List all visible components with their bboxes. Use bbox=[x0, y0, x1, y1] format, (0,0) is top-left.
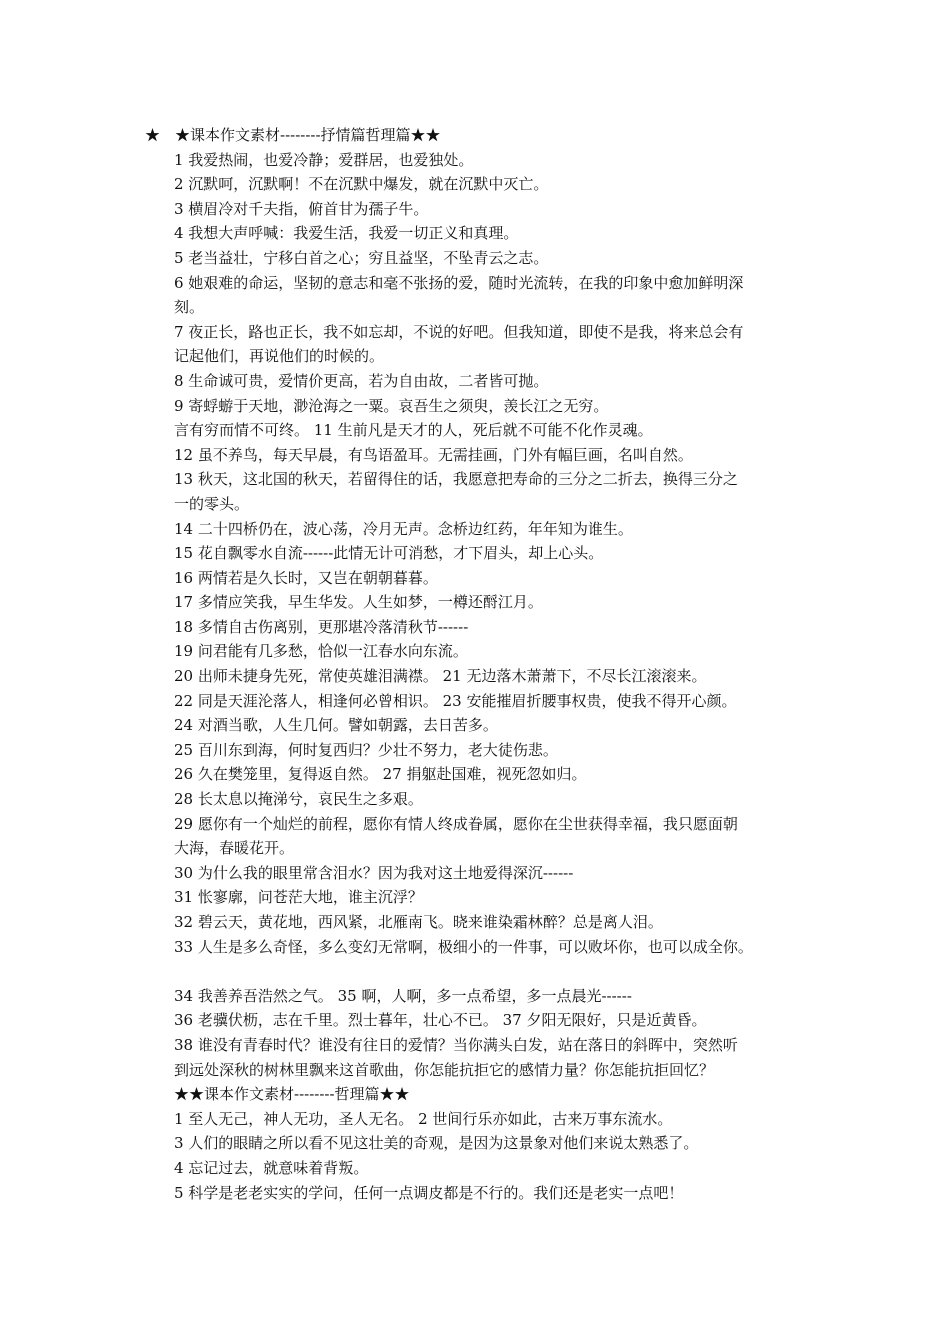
text-line: 3 人们的眼睛之所以看不见这壮美的奇观，是因为这景象对他们来说太熟悉了。 bbox=[174, 1134, 699, 1153]
text-line: 3 横眉冷对千夫指，俯首甘为孺子牛。 bbox=[174, 199, 429, 218]
text-line: 5 科学是老老实实的学问，任何一点调皮都是不行的。我们还是老实一点吧！ bbox=[174, 1183, 684, 1202]
text-line: 36 老骥伏枥，志在千里。烈士暮年，壮心不已。 37 夕阳无限好，只是近黄昏。 bbox=[174, 1011, 707, 1030]
text-line: 32 碧云天，黄花地，西风紧，北雁南飞。晓来谁染霜林醉？总是离人泪。 bbox=[174, 913, 663, 931]
text-line: 28 长太息以掩涕兮，哀民生之多艰。 bbox=[174, 790, 423, 809]
text-line: 16 两情若是久长时，又岂在朝朝暮暮。 bbox=[174, 568, 438, 587]
section-heading-philosophy: ★★课本作文素材--------哲理篇★★ bbox=[174, 1085, 410, 1104]
blank-line bbox=[145, 959, 825, 984]
lyric-lines-continued bbox=[145, 984, 825, 1082]
text-line: 22 同是天涯沦落人，相逢何必曾相识。 23 安能摧眉折腰事权贵，使我不得开心颜。 bbox=[174, 691, 737, 710]
text-line: 8 生命诚可贵，爱情价更高，若为自由故，二者皆可抛。 bbox=[174, 371, 549, 390]
text-line: 31 怅寥廓，问苍茫大地，谁主沉浮？ bbox=[174, 888, 423, 907]
text-line: 一的零头。 bbox=[174, 494, 250, 513]
text-line: 34 我善养吾浩然之气。 35 啊，人啊，多一点希望，多一点晨光------ bbox=[174, 986, 632, 1005]
section-heading-lyric: ★ ★课本作文素材--------抒情篇哲理篇★★ bbox=[145, 126, 441, 144]
text-line: 言有穷而情不可终。 11 生前凡是天才的人，死后就不可能不化作灵魂。 bbox=[174, 421, 653, 440]
text-line: 到远处深秋的树林里飘来这首歌曲，你怎能抗拒它的感情力量？你怎能抗拒回忆？ bbox=[174, 1060, 715, 1079]
text-line: 17 多情应笑我，早生华发。人生如梦，一樽还酹江月。 bbox=[174, 593, 543, 612]
text-line: 1 至人无己，神人无功，圣人无名。 2 世间行乐亦如此，古来万事东流水。 bbox=[174, 1109, 673, 1128]
text-line: 25 百川东到海，何时复西归？少壮不努力，老大徒伤悲。 bbox=[174, 740, 558, 759]
text-line: 4 我想大声呼喊：我爱生活，我爱一切正义和真理。 bbox=[174, 224, 519, 243]
text-line: 1 我爱热闹，也爱冷静；爱群居，也爱独处。 bbox=[174, 150, 474, 169]
text-line: 30 为什么我的眼里常含泪水？因为我对这土地爱得深沉------ bbox=[174, 863, 574, 882]
text-line: 20 出师未捷身先死，常使英雄泪满襟。 21 无边落木萧萧下，不尽长江滚滚来。 bbox=[174, 667, 707, 686]
text-line: 2 沉默呵，沉默啊！不在沉默中爆发，就在沉默中灭亡。 bbox=[174, 175, 549, 194]
text-line: 大海，春暖花开。 bbox=[174, 839, 295, 858]
text-line: 4 忘记过去，就意味着背叛。 bbox=[174, 1158, 369, 1177]
text-line: 14 二十四桥仍在，波心荡，冷月无声。念桥边红药，年年知为谁生。 bbox=[174, 519, 633, 538]
text-line: 5 老当益壮，宁移白首之心；穷且益坚，不坠青云之志。 bbox=[174, 248, 549, 267]
text-line: 7 夜正长，路也正长，我不如忘却，不说的好吧。但我知道，即使不是我，将来总会有 bbox=[174, 322, 744, 341]
text-line: 33 人生是多么奇怪，多么变幻无常啊，极细小的一件事，可以败坏你，也可以成全你。 bbox=[174, 937, 753, 956]
text-line: 24 对酒当歌，人生几何。譬如朝露，去日苦多。 bbox=[174, 716, 498, 735]
text-line: 13 秋天，这北国的秋天，若留得住的话，我愿意把寿命的三分之二折去，换得三分之 bbox=[174, 470, 738, 489]
text-line: 38 谁没有青春时代？谁没有往日的爱情？当你满头白发，站在落日的斜晖中，突然听 bbox=[174, 1035, 738, 1054]
text-line: 18 多情自古伤离别，更那堪冷落清秋节------ bbox=[174, 617, 469, 636]
text-line: 6 她艰难的命运，坚韧的意志和毫不张扬的爱，随时光流转，在我的印象中愈加鲜明深 bbox=[174, 273, 744, 292]
text-line: 9 寄蜉蝣于天地，渺沧海之一粟。哀吾生之须臾，羡长江之无穷。 bbox=[174, 396, 609, 415]
text-line: 26 久在樊笼里，复得返自然。 27 捐躯赴国难，视死忽如归。 bbox=[174, 765, 587, 784]
lyric-lines bbox=[145, 148, 825, 960]
document-body bbox=[145, 123, 825, 1205]
text-line: 19 问君能有几多愁，恰似一江春水向东流。 bbox=[174, 642, 468, 661]
text-line: 12 虽不养鸟，每天早晨，有鸟语盈耳。无需挂画，门外有幅巨画，名叫自然。 bbox=[174, 445, 693, 464]
text-line: 刻。 bbox=[174, 298, 205, 317]
text-line: 29 愿你有一个灿烂的前程，愿你有情人终成眷属，愿你在尘世获得幸福，我只愿面朝 bbox=[174, 814, 738, 833]
text-line: 记起他们，再说他们的时候的。 bbox=[174, 347, 385, 366]
text-line: 15 花自飘零水自流------此情无计可消愁，才下眉头，却上心头。 bbox=[174, 544, 604, 563]
philosophy-lines bbox=[145, 1107, 825, 1205]
